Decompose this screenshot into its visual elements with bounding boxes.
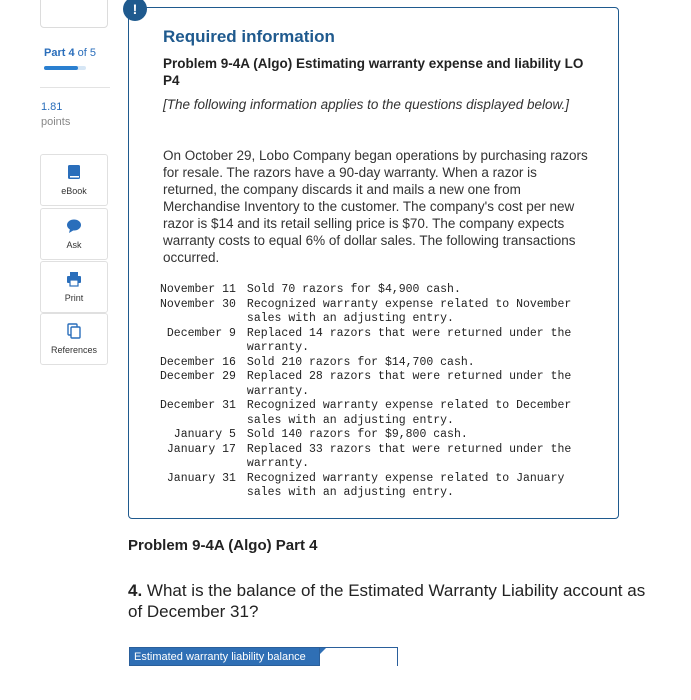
part4-title: Problem 9-4A (Algo) Part 4 [128,537,318,554]
transaction-row [160,428,597,443]
points-value: 1.81 [41,101,63,113]
problem-narrative: On October 29, Lobo Company began operations by purchasing razors for resale. The razors have a 90-day warranty. When a razor is returned, the company discards it and mails a new one from Merchandise Inventory to the customer. The company's cost per new razor is $14 and its retail selling price is $70. The company expects warranty costs to equal 6% of dollar sales. The following transactions occurred. [163,148,588,265]
references-button[interactable]: References [40,313,108,365]
transaction-row [160,472,597,501]
transaction-date: December 16 [160,355,236,369]
printer-icon [66,271,82,287]
sidebar-divider [40,87,110,88]
answer-row [129,647,398,666]
transaction-row [160,370,597,399]
transaction-row [160,283,597,298]
chat-bubble-icon [66,218,82,234]
estimated-warranty-liability-input[interactable] [320,650,397,667]
problem-title: Problem 9-4A (Algo) Estimating warranty expense and liability LO P4 [163,56,584,88]
transaction-date: January 31 [166,471,236,485]
part-indicator: Part 4 of 5 [44,47,97,59]
transaction-description: Replaced 33 razors that were returned under the warranty. [246,442,572,470]
transaction-description: Replaced 28 razors that were returned under the warranty. [246,370,572,398]
book-icon [66,164,82,180]
transaction-row [160,327,597,356]
required-info-title: Required information [163,27,335,46]
transaction-description: Recognized warranty expense related to November sales with an adjusting entry. [246,297,572,325]
transaction-row [160,399,597,428]
transaction-date: December 29 [160,370,236,383]
transaction-description: Replaced 14 razors that were returned under the warranty. [246,326,572,354]
transaction-description: Recognized warranty expense related to January sales with an adjusting entry. [246,471,565,499]
question-text: 4. What is the balance of the Estimated Warranty Liability account as of December 31? [128,581,646,621]
print-button[interactable]: Print [40,261,108,313]
ebook-button[interactable]: eBook [40,154,108,206]
required-flag-icon [320,648,326,654]
part-current: 4 [68,47,75,59]
answer-input-cell[interactable] [320,647,398,666]
transaction-row [160,443,597,472]
transaction-date: January 5 [173,428,236,441]
transaction-date: December 31 [160,399,236,412]
transaction-date: November 30 [160,297,236,311]
transactions-table [160,283,597,501]
transaction-description: Sold 210 razors for $14,700 cash. [246,355,475,369]
alert-icon: ! [123,0,147,21]
copy-icon [66,323,82,339]
ask-button[interactable]: Ask [40,208,108,260]
transaction-date: January 17 [166,442,236,456]
transaction-date: December 9 [166,326,236,340]
part-progress-fill [44,66,78,70]
transaction-row [160,356,597,371]
transaction-description: Sold 70 razors for $4,900 cash. [246,283,461,296]
transaction-description: Recognized warranty expense related to December sales with an adjusting entry. [246,399,572,427]
transaction-row [160,298,597,327]
transaction-description: Sold 140 razors for $9,800 cash. [246,428,468,441]
transaction-date: November 11 [160,283,236,296]
answer-label: Estimated warranty liability balance [129,647,320,666]
part-progress-bar [44,66,86,70]
question-number-box [40,0,108,28]
points-label: points [41,116,71,128]
applies-note: [The following information applies to the questions displayed below.] [163,97,569,112]
question-number-label: 4. [128,581,143,600]
